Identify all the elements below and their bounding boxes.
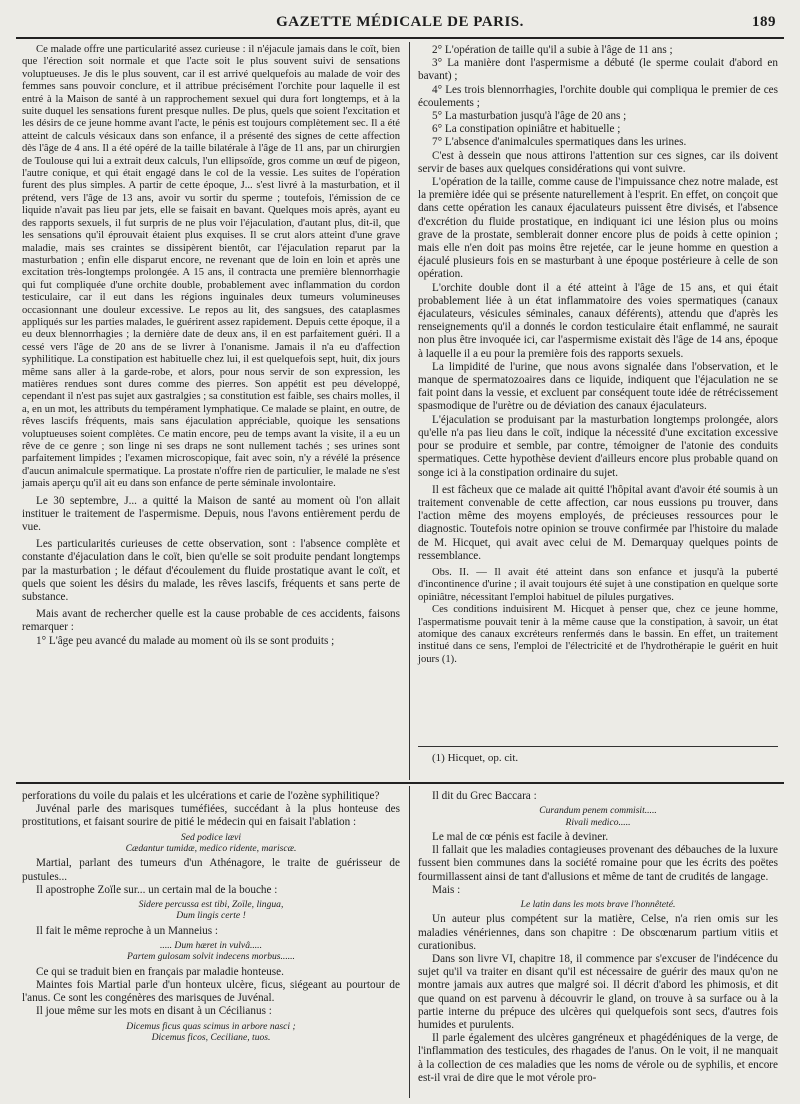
column-divider [409,42,410,780]
list-item: 7° L'absence d'animalcules spermatiques dans les urines. [432,136,687,149]
quote-line: Rivali medico..... [565,816,631,828]
journal-title: GAZETTE MÉDICALE DE PARIS. [276,14,524,30]
paragraph: Un auteur plus compétent sur la matière, Celse, n'a rien omis sur les maladies vénériennes, dans son chapitre : De obscœnarum partium vitiis et curationibus. [418,913,778,952]
latin-quote [22,1021,400,1044]
paragraph: Le mal de cœ pénis est facile à deviner. [432,831,609,844]
quote-line: Dicemus ficos, Ceciliane, tuos. [151,1032,271,1044]
latin-quote [418,805,778,828]
paragraph: Le 30 septembre, J... a quitté la Maison de santé au moment où l'on allait instituer le traitement de l'aspermisme. Depuis, nous l'avons entièrement perdu de vue. [22,494,400,534]
quote-line: ..... Dum hæret in vulvâ..... [160,940,262,952]
paragraph: Juvénal parle des marisques tuméfiées, succédant à la plus honteuse des prostitutions, et faisant sourire de pitié le médecin qui en faisait l'ablation : [22,803,400,829]
quote-line: Partem gulosam solvit indecens morbus...... [127,951,295,963]
page-number: 189 [752,14,776,30]
page-header [20,14,780,34]
paragraph: Il joue même sur les mots en disant à un Cécilianus : [36,1005,272,1018]
top-right-column [418,44,778,666]
bottom-left-column [22,790,400,1046]
list-item: 4° Les trois blennorrhagies, l'orchite double qui compliqua le premier de ces écoulements ; [418,83,778,109]
list-item: 2° L'opération de taille qu'il a subie à l'âge de 11 ans ; [432,44,673,56]
paragraph: Il fait le même reproche à un Manneius : [36,924,219,937]
top-left-column [22,44,400,648]
paragraph: Ce qui se traduit bien en français par maladie honteuse. [36,965,284,978]
paragraph: La limpidité de l'urine, que nous avons signalée dans l'observation, et le manque de spermatozoaires dans ce liquide, indiquent que l'éjaculation ne se fait point dans la vessie, et excluent par conséquent toute idée de rétrécissement spasmodique de l'urètre ou de déviation des canaux éjaculateurs. [418,360,778,413]
paragraph: Il apostrophe Zoïle sur... un certain mal de la bouche : [36,883,278,896]
bottom-right-column [418,790,778,1085]
paragraph: Dans son livre VI, chapitre 18, il commence par s'excuser de l'indécence du sujet qu'il va traiter en disant qu'il est nécessaire de guérir des maux qu'on ne montre jamais aux autres que malgré soi. Il décrit d'abord les phimosis, et dit que quand on est parvenu à découvrir le gland, on trouve à sa surface ou à la partie interne du prépuce des ulcères qui quelquefois sont secs, d'autres fois humides et purulents. [418,953,778,1032]
paragraph: Maintes fois Martial parle d'un honteux ulcère, ficus, siégeant au pourtour de l'anus. Ce sont les congénères des marisques de Juvénal. [22,979,400,1005]
paragraph: Il est fâcheux que ce malade ait quitté l'hôpital avant d'avoir été soumis à un traitement convenable de cette affection, car nous eussions pu trouver, dans l'action même des moyens employés, de précieuses ressources pour le diagnostic. Toutefois notre opinion se trouve confirmée par l'histoire du malade de M. Hicquet, qui avait avec celui de M. Demarquay quelques points de ressemblance. [418,483,778,562]
paragraph: L'éjaculation se produisant par la masturbation longtemps prolongée, alors qu'elle n'a pas lieu dans le coït, indique la nécessité d'une excitation excessive pour se produire et semble, par contre, témoigner de l'atonie des conduits spermatiques. Cette hypothèse devient d'ailleurs encore plus probable quand on songe ici à la constipation ordinaire du sujet. [418,413,778,479]
paragraph: Mais avant de rechercher quelle est la cause probable de ces accidents, faisons remarquer : [22,608,400,634]
list-item: 3° La manière dont l'aspermisme a débuté (le sperme coulait d'abord en bavant) ; [418,57,778,83]
quote-line: Sidere percussa est tibi, Zoïle, lingua, [138,899,284,911]
observation-paragraph: Obs. II. — Il avait été atteint dans son enfance et jusqu'à la puberté d'incontinence d'urine ; il avait toujours été sujet à une constipation en quelque sorte opiniâtre, nécessitant l'emploi habituel de pilules purgatives. [418,566,778,603]
quote-line: Cædantur tumidæ, medico ridente, mariscæ. [125,843,297,855]
quote-line: Dicemus ficus quas scimus in arbore nasci ; [126,1020,296,1032]
paragraph: Martial, parlant des tumeurs d'un Athénagore, le traite de guérisseur de pustules... [22,857,400,883]
paragraph: 1° L'âge peu avancé du malade au moment où ils se sont produits ; [36,634,335,647]
paragraph: Mais : [432,883,461,896]
list-item: 6° La constipation opiniâtre et habituelle ; [432,123,621,136]
latin-quote [22,899,400,922]
paragraph: Ce malade offre une particularité assez curieuse : il n'éjacule jamais dans le coït, bien que l'érection soit normale et que l'acte soit le plus souvent suivi de sensations voluptueuses. Je dis le plus souvent, car il est arrivé quelquefois au malade de voir des femmes sans pouvoir conclure, et il attribue précisément l'orchite pour laquelle il est entré à la Maison de santé à un rapprochement sexuel qui dura fort longtemps, et à la suite duquel les sensations furent presque nulles. De plus, quels que soient l'excitation et les désirs de ce jeune homme avant l'acte, le pénis est toujours complètement sec. Il a été atteint de calculs vésicaux dans son enfance, il a présenté des signes de cette affection dès l'âge de 4 ans. Il a été opéré de la taille bilatérale à l'âge de 11 ans, par un chirurgien de Toulouse qui lui a extrait deux calculs, l'un ellipsoïde, gros comme un œuf de pigeon, l'autre conique, et qui était engagé dans le col de la vessie. Les suites de l'opération furent des plus simples. A partir de cette époque, J... s'est livré à la masturbation, et il prétend, vers l'âge de 13 ans, avoir vu sortir du sperme ; toutefois, l'émission de ce liquide n'avait pas lieu par jets, elle se faisait en bavant. Quelques mois après, ayant eu des rapports sexuels, il fut surpris de ne plus voir l'éjaculation, d'autant plus, dit-il, que les sensations qu'il éprouvait étaient plus exquises. Il se crut alors atteint d'une grave maladie, mais ses craintes se dissipèrent bientôt, car l'éjaculation reparut par la masturbation ; enfin elle disparut encore, ne revenant que de loin en loin et après une excitation très-longtemps prolongée. A 15 ans, il contracta une première blennorrhagie qui fut compliquée d'une orchite double, probablement avec inflammation du cordon testiculaire, car il eut dans les régions inguinales deux tumeurs volumineuses occasionnant une douleur excessive. Le repos au lit, des sangsues, des cataplasmes appliqués sur les parties malades, le guérirent assez rapidement. Depuis cette époque, il a eu deux blennorrhagies ; la dernière date de deux ans, il en est parfaitement guéri. Il a cessé vers l'âge de 20 ans de se livrer à l'onanisme. Jamais il n'a eu d'affection syphilitique. La constipation est habituelle chez lui, il est quelquefois sept, huit, dix jours même sans aller à la garde-robe, et alors, pour nous servir de son expression, les matières rendues sont dures comme des pierres. Son appétit est peu développé, cependant il n'est pas sujet aux gastralgies ; sa constitution est faible, ses chairs molles, il a, en un mot, les attributs du tempérament lymphatique. Ce malade se plaint, en outre, de rêves lascifs fréquents, mais sans éjaculation appréciable, quoique les sensations voluptueuses soient complètes. Ce matin encore, peu de temps avant la visite, il a eu un rêve de ce genre ; son linge ni ses draps ne sont nullement tachés ; ses urines sont parfaitement limpides ; l'examen microscopique, fait avec soin, n'y a révélé la présence d'aucun animalcule spermatique. La prostate n'offre rien de particulier, le malade ne s'est jamais aperçu qu'il ait eu dans son enfance de perte séminale involontaire. [22,44,400,490]
quote-line: Dum lingis certe ! [176,910,246,922]
paragraph: perforations du voile du palais et les ulcérations et carie de l'ozène syphilitique? [22,790,380,802]
column-divider [409,786,410,1098]
paragraph: Il fallait que les maladies contagieuses provenant des débauches de la luxure fussent bien communes dans la société romaine pour que les écrits des poëtes fourmillassent ainsi de tant d'allusions et même de tant de crudités de langage. [418,844,778,883]
paragraph: Les particularités curieuses de cette observation, sont : l'absence complète et constante d'éjaculation dans le coït, bien qu'elle se soit produite pendant longtemps par la masturbation ; le défaut d'écoulement du fluide prostatique avant le coït, et quels que soient les désirs du malade, les rêves lascifs, fréquents et sans perte de substance. [22,538,400,604]
paragraph: L'opération de la taille, comme cause de l'impuissance chez notre malade, est la première idée qui se présente naturellement à l'esprit. En effet, on conçoit que dans cette opération les canaux éjaculateurs puissent être divisés, et l'absence d'excrétion du fluide prostatique, en indiquant ici une lésion plus ou moins grave de la prostate, semblerait donner encore plus de poids à cette opinion ; mais elle n'en doit pas moins être rejetée, car le jeune homme en question a éjaculé plusieurs fois en se masturbant à une époque postérieure à celle de son opération. [418,176,778,281]
paragraph: Il dit du Grec Baccara : [432,790,537,802]
latin-quote [22,940,400,963]
footnote: (1) Hicquet, op. cit. [432,752,519,764]
paragraph: C'est à dessein que nous attirons l'attention sur ces signes, car ils doivent servir de bases aux quelques considérations qui vont suivre. [418,149,778,175]
section-rule [16,782,784,784]
latin-quote [22,832,400,855]
footnote-rule [418,746,778,747]
paragraph: Ces conditions induisirent M. Hicquet à penser que, chez ce jeune homme, l'aspermatisme pouvait tenir à la même cause que la constipation, à savoir, un état atomique des canaux excréteurs renfermés dans le bassin. En effet, un traitement institué dans ce sens, l'emploi de l'électricité et de l'hydrothérapie le guérit en huit jours (1). [418,604,778,665]
paragraph: L'orchite double dont il a été atteint à l'âge de 15 ans, et qui était probablement liée à un état inflammatoire des voies spermatiques (canaux éjaculateurs, vésicules séminales, canaux déférents), attendu que d'après les renseignements qu'il a donnés le cordon testiculaire était enflammé, ne saurait non plus être invoquée ici, car l'aspermisme existait dès l'âge de 14 ans, époque à laquelle il a eu pour la première fois des rapports sexuels. [418,281,778,360]
list-item: 5° La masturbation jusqu'à l'âge de 20 ans ; [432,110,627,123]
quote-line: Le latin dans les mots brave l'honnêteté. [520,899,676,911]
header-rule [16,37,784,39]
quote-line: Curandum penem commisit..... [539,805,657,817]
quote-line: Sed podice lævi [180,831,242,843]
paragraph: Il parle également des ulcères gangréneux et phagédéniques de la verge, de l'inflammation des testicules, des rhagades de l'anus. On le voit, il ne manquait à la collection de ces maladies que les noms de vérole ou de syphilis, et encore est-il vrai de dire que le mot vérole pro- [418,1032,778,1084]
quote [418,899,778,910]
